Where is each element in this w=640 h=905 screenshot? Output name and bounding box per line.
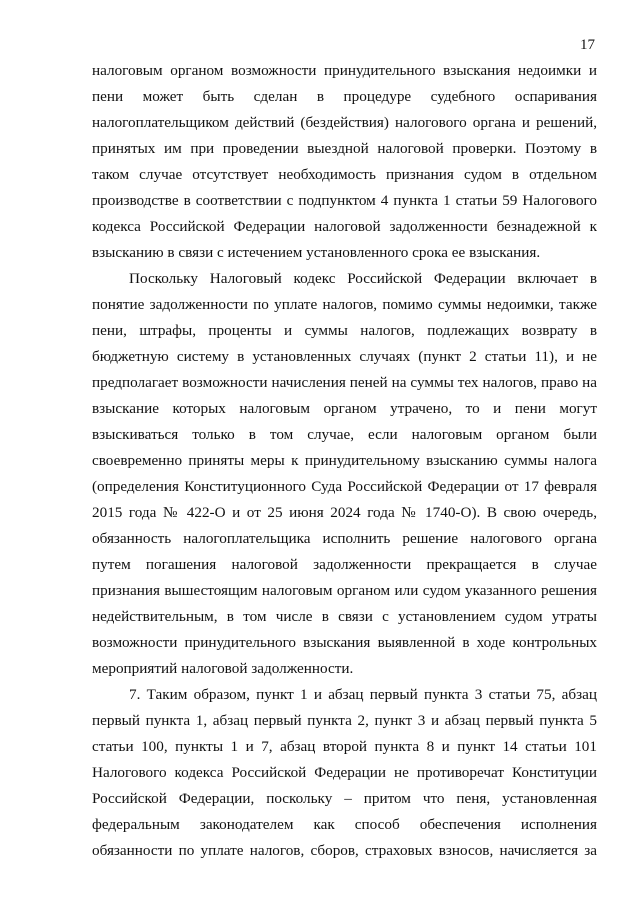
text-line: (определения Конституционного Суда Российской Федерации от 17 февраля: [92, 478, 597, 495]
text-line: взыскиваться только в том случае, если налоговым органом были: [92, 426, 597, 443]
text-line: статьи 100, пункты 1 и 7, абзац второй пункта 8 и пункт 14 статьи 101: [92, 738, 597, 755]
text-line: пени, штрафы, проценты и суммы налогов, подлежащих возврату в: [92, 322, 597, 339]
text-line: взыскание которых налоговым органом утрачено, то и пени могут: [92, 400, 597, 417]
text-line: пени может быть сделан в процедуре судебного оспаривания: [92, 88, 597, 105]
text-line: обязанность налогоплательщика исполнить решение налогового органа: [92, 530, 597, 547]
text-line: бюджетную систему в установленных случаях (пункт 2 статьи 11), и не: [92, 348, 597, 365]
text-line: 2015 года № 422-О и от 25 июня 2024 года № 1740-О). В свою очередь,: [92, 504, 597, 521]
text-line: 7. Таким образом, пункт 1 и абзац первый пункта 3 статьи 75, абзац: [129, 686, 597, 703]
text-line: кодекса Российской Федерации налоговой задолженности безнадежной к: [92, 218, 597, 235]
text-line: недействительным, в том числе в связи с установлением судом утраты: [92, 608, 597, 625]
text-line: принятых им при проведении выездной налоговой проверки. Поэтому в: [92, 140, 597, 157]
paragraph-continuation: [92, 58, 597, 266]
text-line: таком случае отсутствует необходимость признания судом в отдельном: [92, 166, 597, 183]
text-line: мероприятий налоговой задолженности.: [92, 660, 354, 677]
page-number: 17: [580, 37, 595, 53]
text-line: налогоплательщиком действий (бездействия) налогового органа и решений,: [92, 114, 597, 131]
paragraph: [92, 266, 597, 682]
text-line: признания вышестоящим налоговым органом или судом указанного решения: [92, 582, 597, 599]
text-line: налоговым органом возможности принудительного взыскания недоимки и: [92, 62, 597, 79]
text-line: Российской Федерации, поскольку – притом что пеня, установленная: [92, 790, 597, 807]
text-line: Налогового кодекса Российской Федерации не противоречат Конституции: [92, 764, 597, 781]
paragraph: [92, 682, 597, 864]
text-line: первый пункта 1, абзац первый пункта 2, пункт 3 и абзац первый пункта 5: [92, 712, 597, 729]
text-line: Поскольку Налоговый кодекс Российской Федерации включает в: [129, 270, 597, 287]
text-line: путем погашения налоговой задолженности прекращается в случае: [92, 556, 597, 573]
text-line: взысканию в связи с истечением установленного срока ее взыскания.: [92, 244, 541, 261]
text-line: федеральным законодателем как способ обеспечения исполнения: [92, 816, 597, 833]
text-line: производстве в соответствии с подпунктом 4 пункта 1 статьи 59 Налогового: [92, 192, 597, 209]
text-line: понятие задолженности по уплате налогов, помимо суммы недоимки, также: [92, 296, 597, 313]
document-body: [92, 58, 597, 864]
text-line: обязанности по уплате налогов, сборов, страховых взносов, начисляется за: [92, 842, 597, 859]
text-line: предполагает возможности начисления пеней на суммы тех налогов, право на: [92, 374, 597, 391]
text-line: своевременно приняты меры к принудительному взысканию суммы налога: [92, 452, 597, 469]
text-line: возможности принудительного взыскания выявленной в ходе контрольных: [92, 634, 597, 651]
